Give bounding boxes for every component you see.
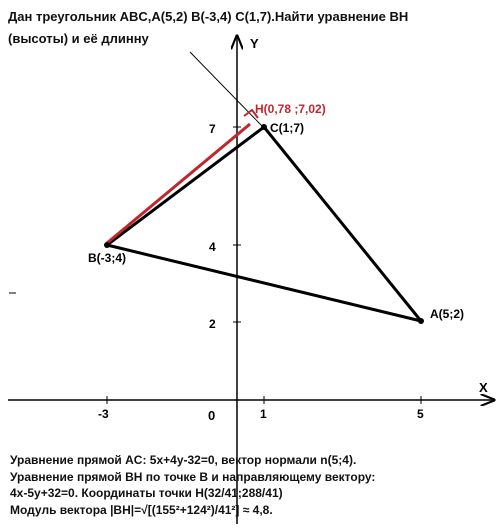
x-axis-label: X — [479, 380, 488, 395]
y-tick-label-7: 7 — [209, 122, 216, 136]
point-b — [104, 242, 110, 248]
solution-line-2: Уравнение прямой BH по точке B и направляющему вектору: — [10, 469, 376, 484]
side-ab — [107, 245, 421, 321]
solution-text — [10, 452, 496, 518]
label-c: C(1;7) — [270, 121, 305, 135]
line-ac-extension — [190, 52, 262, 126]
problem-line-1: Дан треугольник ABC,A(5,2) B(-3,4) C(1,7).Найти уравнение ВН — [8, 9, 409, 24]
label-b: B(-3;4) — [88, 251, 126, 265]
side-ca — [264, 127, 421, 321]
y-tick-label-2: 2 — [209, 317, 216, 331]
solution-line-4: Модуль вектора |BH|=√[(155²+124²)/41²] ≈ 4,8. — [10, 502, 273, 517]
label-h: H(0,78 ;7,02) — [255, 102, 326, 116]
problem-line-2: (высоты) и её длинну — [8, 31, 149, 46]
point-a — [418, 318, 424, 324]
x-tick-label-1: 1 — [260, 407, 267, 421]
solution-line-1: Уравнение прямой AC: 5x+4y-32=0, вектор нормали n(5;4). — [10, 453, 357, 467]
solution-line-3: 4x-5y+32=0. Координаты точки H(32/41;288/41) — [10, 486, 283, 500]
point-c — [261, 124, 267, 130]
origin-label: 0 — [208, 408, 216, 423]
y-tick-label-4: 4 — [209, 240, 216, 254]
side-bc — [107, 127, 264, 245]
altitude-bh — [107, 124, 250, 243]
y-axis-label: Y — [250, 36, 259, 51]
x-tick-label-neg3: -3 — [98, 407, 109, 421]
label-a: A(5;2) — [430, 307, 465, 321]
x-tick-label-5: 5 — [417, 407, 424, 421]
